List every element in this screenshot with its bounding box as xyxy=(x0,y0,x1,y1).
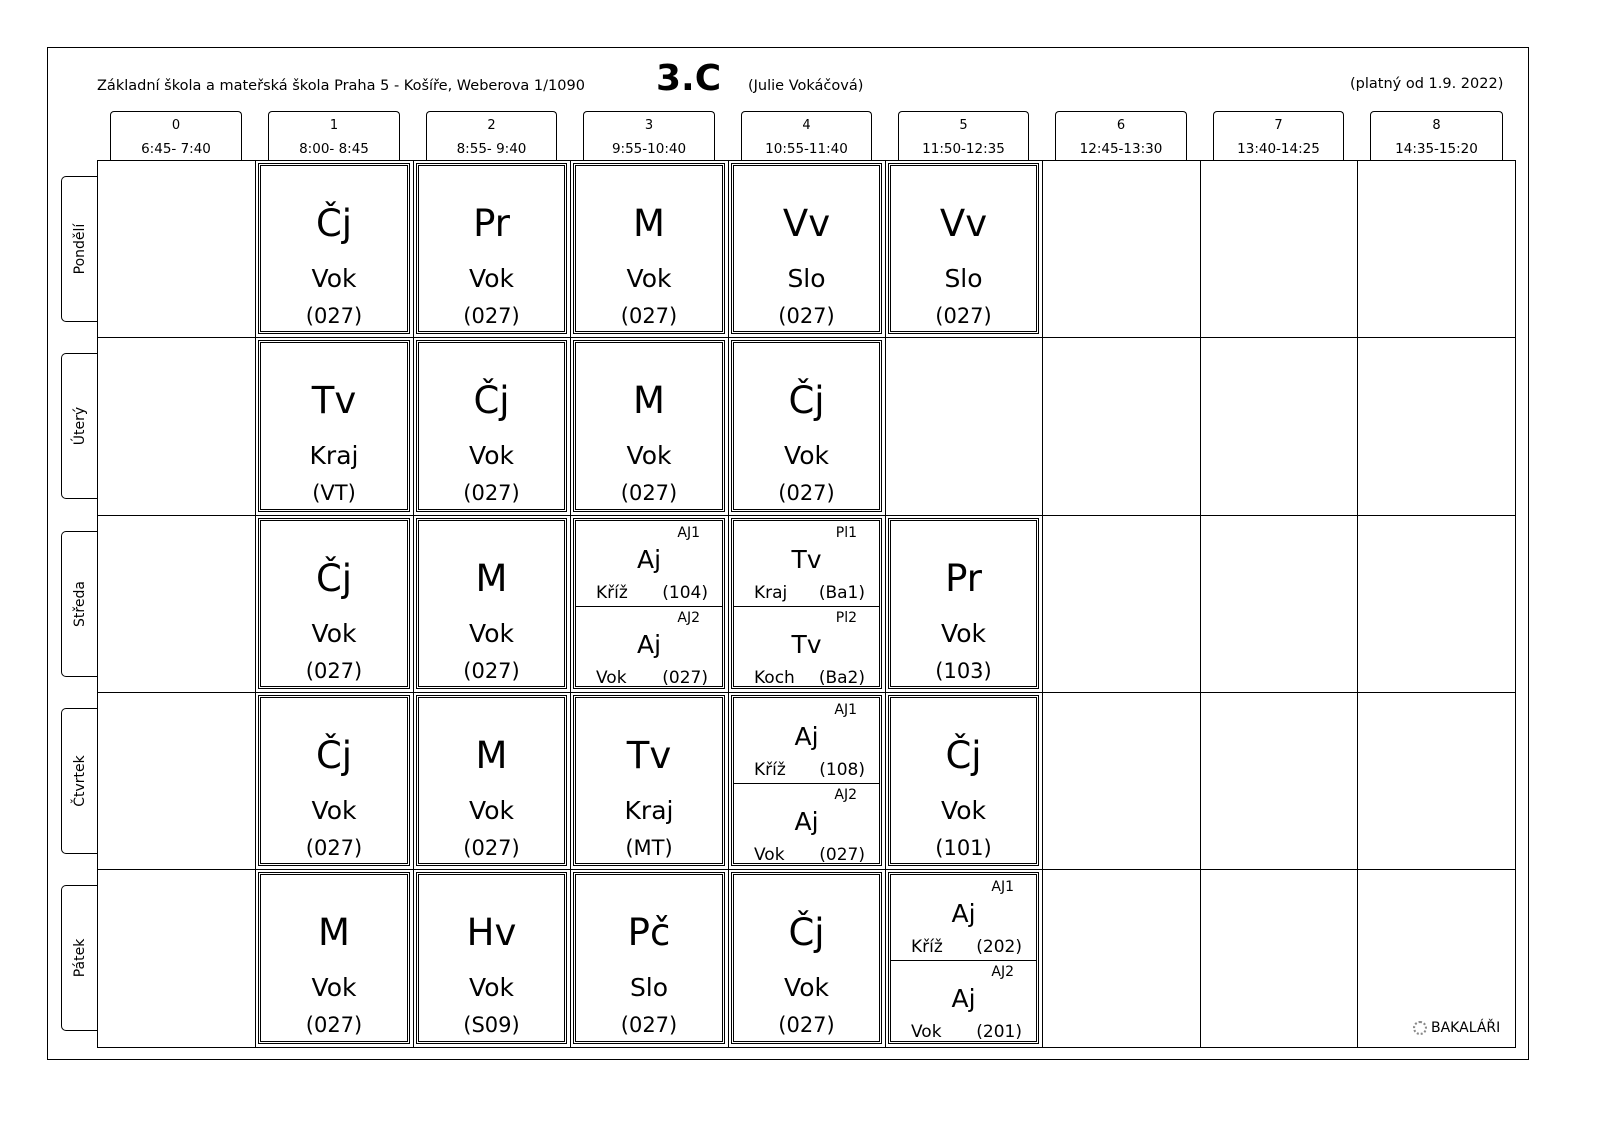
period-time: 9:55-10:40 xyxy=(611,141,687,157)
subject: Čj xyxy=(315,202,353,245)
lesson-cell xyxy=(888,163,1039,334)
grid-column-line xyxy=(885,160,886,1048)
lesson-group xyxy=(734,698,879,784)
day-label-4 xyxy=(61,885,98,1031)
lesson-group xyxy=(891,960,1036,1045)
period-time: 8:55- 9:40 xyxy=(456,141,527,157)
teacher: Vok xyxy=(469,441,514,470)
room: (027) xyxy=(778,481,835,505)
room: (104) xyxy=(662,583,708,603)
day-label-1 xyxy=(61,353,98,499)
brand-logo xyxy=(1413,1020,1500,1036)
subject: Tv xyxy=(791,545,822,574)
teacher: Kříž xyxy=(911,937,943,957)
period-header xyxy=(741,111,872,161)
room: (201) xyxy=(976,1022,1022,1042)
period-header xyxy=(426,111,557,161)
subject: Pr xyxy=(945,557,982,600)
teacher: Vok xyxy=(754,845,785,865)
period-number: 6 xyxy=(1116,118,1126,133)
teacher: Vok xyxy=(596,668,627,688)
period-header xyxy=(1055,111,1187,161)
lesson-cell xyxy=(416,518,567,689)
lesson-cell xyxy=(573,695,725,866)
class-name: 3.C xyxy=(656,58,722,99)
room: (027) xyxy=(662,668,708,688)
lesson-cell xyxy=(416,695,567,866)
room: (027) xyxy=(819,845,865,865)
lesson-cell xyxy=(573,163,725,334)
lesson-cell xyxy=(258,695,410,866)
teacher: Vok xyxy=(311,619,357,648)
teacher: Vok xyxy=(626,264,672,293)
period-time: 12:45-13:30 xyxy=(1079,141,1163,157)
period-number: 3 xyxy=(644,118,654,133)
subject: Aj xyxy=(636,545,662,574)
period-number: 4 xyxy=(802,118,811,133)
teacher: Kraj xyxy=(754,583,788,603)
subject: Vv xyxy=(782,202,831,245)
room: (VT) xyxy=(312,481,356,505)
period-number: 1 xyxy=(329,118,339,133)
grid-row-line xyxy=(97,869,1516,870)
lesson-cell xyxy=(258,340,410,512)
subject: Pč xyxy=(627,911,671,954)
subject: Čj xyxy=(473,379,510,422)
teacher: Kraj xyxy=(309,441,359,470)
teacher: Slo xyxy=(629,973,669,1002)
lesson-cell xyxy=(573,340,725,512)
group-label: AJ2 xyxy=(677,610,700,626)
room: (027) xyxy=(305,836,363,860)
group-label: Pl1 xyxy=(835,525,857,541)
lesson-cell xyxy=(258,518,410,689)
group-label: AJ1 xyxy=(991,879,1014,895)
lesson-cell xyxy=(416,872,567,1044)
subject: M xyxy=(633,379,665,422)
room: (027) xyxy=(305,1013,363,1037)
subject: Aj xyxy=(794,807,819,836)
room: (103) xyxy=(935,659,992,683)
teacher: Kraj xyxy=(624,796,674,825)
period-time: 8:00- 8:45 xyxy=(299,141,369,157)
teacher: Vok xyxy=(941,619,986,648)
subject: Čj xyxy=(788,379,825,422)
subject: Tv xyxy=(311,379,357,422)
valid-from: (platný od 1.9. 2022) xyxy=(1350,76,1504,92)
period-time: 10:55-11:40 xyxy=(765,141,848,157)
period-header xyxy=(898,111,1029,161)
room: (027) xyxy=(935,304,992,328)
period-header xyxy=(583,111,715,161)
grid-column-line xyxy=(1200,160,1201,1048)
room: (202) xyxy=(976,937,1022,957)
room: (027) xyxy=(778,1013,835,1037)
room: (Ba2) xyxy=(818,668,865,688)
room: (108) xyxy=(819,760,865,780)
teacher: Vok xyxy=(469,619,514,648)
lesson-cell xyxy=(416,163,567,334)
lesson-group xyxy=(734,783,879,868)
teacher: Vok xyxy=(311,796,357,825)
group-label: AJ2 xyxy=(991,964,1014,980)
subject: M xyxy=(475,557,508,600)
subject: Aj xyxy=(636,630,662,659)
room: (027) xyxy=(305,304,363,328)
subject: Tv xyxy=(626,734,672,777)
subject: Aj xyxy=(951,984,976,1013)
grid-row-line xyxy=(97,692,1516,693)
lesson-cell xyxy=(416,340,567,512)
period-number: 8 xyxy=(1432,118,1441,133)
period-header xyxy=(110,111,242,161)
lesson-cell xyxy=(731,340,882,512)
brand-name: BAKALÁŘI xyxy=(1431,1020,1501,1036)
subject: Pr xyxy=(473,202,510,245)
lesson-cell xyxy=(573,518,725,689)
subject: M xyxy=(633,202,665,245)
teacher: Vok xyxy=(311,264,357,293)
lesson-cell xyxy=(731,872,882,1044)
teacher: Vok xyxy=(784,973,829,1002)
class-teacher: (Julie Vokáčová) xyxy=(748,78,864,94)
day-label-3 xyxy=(61,708,98,854)
period-time: 11:50-12:35 xyxy=(922,141,1005,157)
lesson-cell xyxy=(258,163,410,334)
teacher: Vok xyxy=(469,264,514,293)
period-time: 13:40-14:25 xyxy=(1237,141,1320,157)
teacher: Vok xyxy=(469,973,514,1002)
room: (027) xyxy=(620,304,678,328)
grid-column-line xyxy=(1357,160,1358,1048)
teacher: Vok xyxy=(911,1022,942,1042)
teacher: Vok xyxy=(311,973,357,1002)
subject: Čj xyxy=(945,734,982,777)
room: (S09) xyxy=(463,1013,520,1037)
subject: M xyxy=(318,911,350,954)
subject: M xyxy=(475,734,508,777)
teacher: Vok xyxy=(941,796,986,825)
teacher: Kříž xyxy=(754,760,786,780)
lesson-cell xyxy=(258,872,410,1044)
lesson-cell xyxy=(888,695,1039,866)
period-header xyxy=(268,111,400,161)
room: (027) xyxy=(463,836,520,860)
lesson-cell xyxy=(731,695,882,866)
teacher: Vok xyxy=(784,441,829,470)
grid-column-line xyxy=(1042,160,1043,1048)
room: (101) xyxy=(935,836,992,860)
lesson-group xyxy=(734,521,879,607)
lesson-cell xyxy=(888,872,1039,1044)
group-label: Pl2 xyxy=(835,610,857,626)
subject: Čj xyxy=(788,911,825,954)
room: (027) xyxy=(463,659,520,683)
teacher: Koch xyxy=(754,668,795,688)
teacher: Vok xyxy=(469,796,514,825)
grid-column-line xyxy=(413,160,414,1048)
teacher: Slo xyxy=(944,264,983,293)
lesson-cell xyxy=(731,163,882,334)
room: (027) xyxy=(305,659,363,683)
day-name: Pátek xyxy=(72,938,88,978)
lesson-group xyxy=(734,606,879,691)
lesson-group xyxy=(891,875,1036,961)
subject: Hv xyxy=(466,911,517,954)
subject: Čj xyxy=(315,734,353,777)
room: (027) xyxy=(463,481,520,505)
lesson-group xyxy=(576,606,722,691)
subject: Čj xyxy=(315,557,353,600)
subject: Aj xyxy=(794,722,819,751)
day-label-0 xyxy=(61,176,98,322)
grid-column-line xyxy=(570,160,571,1048)
period-number: 2 xyxy=(487,118,496,133)
period-time: 14:35-15:20 xyxy=(1395,141,1478,157)
teacher: Vok xyxy=(626,441,672,470)
subject: Vv xyxy=(939,202,988,245)
period-number: 7 xyxy=(1274,118,1283,133)
room: (027) xyxy=(620,481,678,505)
lesson-cell xyxy=(888,518,1039,689)
gear-icon xyxy=(1413,1021,1427,1035)
group-label: AJ1 xyxy=(834,702,857,718)
period-time: 6:45- 7:40 xyxy=(141,141,211,157)
room: (Ba1) xyxy=(818,583,865,603)
room: (027) xyxy=(778,304,835,328)
group-label: AJ2 xyxy=(834,787,857,803)
grid-row-line xyxy=(97,515,1516,516)
teacher: Slo xyxy=(787,264,826,293)
school-name: Základní škola a mateřská škola Praha 5 - Košíře, Weberova 1/1090 xyxy=(97,78,585,94)
teacher: Kříž xyxy=(596,583,628,603)
day-label-2 xyxy=(61,531,98,677)
subject: Tv xyxy=(791,630,822,659)
day-name: Úterý xyxy=(72,406,88,446)
room: (027) xyxy=(463,304,520,328)
lesson-group xyxy=(576,521,722,607)
lesson-cell xyxy=(573,872,725,1044)
day-name: Pondělí xyxy=(72,223,88,275)
lesson-cell xyxy=(731,518,882,689)
grid-column-line xyxy=(255,160,256,1048)
subject: Aj xyxy=(951,899,976,928)
day-name: Středa xyxy=(72,581,88,627)
period-header xyxy=(1370,111,1503,161)
period-header xyxy=(1213,111,1344,161)
room: (027) xyxy=(620,1013,678,1037)
room: (MT) xyxy=(625,836,673,860)
grid-row-line xyxy=(97,337,1516,338)
grid-column-line xyxy=(728,160,729,1048)
day-name: Čtvrtek xyxy=(72,755,88,807)
group-label: AJ1 xyxy=(677,525,700,541)
period-number: 5 xyxy=(959,118,968,133)
period-number: 0 xyxy=(171,118,181,133)
